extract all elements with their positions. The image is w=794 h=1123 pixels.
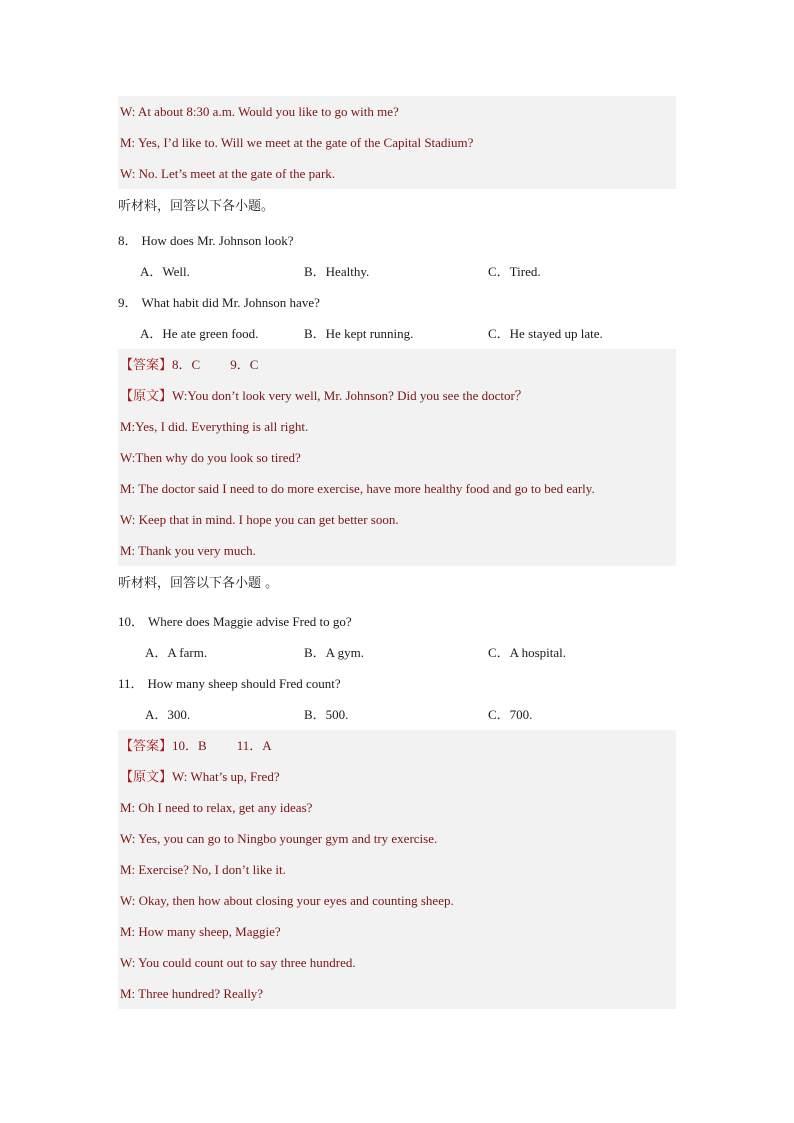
transcript-line: W: Okay, then how about closing your eyes and counting sheep. — [118, 885, 676, 916]
transcript-line: W: You could count out to say three hundred. — [118, 947, 676, 978]
dialogue-line: W: At about 8:30 a.m. Would you like to go with me? — [118, 96, 676, 127]
transcript-line: M: Thank you very much. — [118, 535, 676, 566]
answer-line — [118, 730, 676, 761]
question-10-options — [118, 637, 676, 668]
question-number: 8． — [118, 233, 138, 248]
option-a: A．He ate green food. — [140, 326, 259, 341]
question-9-options — [118, 318, 676, 349]
dialogue-line: M: Yes, I’d like to. Will we meet at the gate of the Capital Stadium? — [118, 127, 676, 158]
transcript-line — [118, 380, 676, 411]
answer-label: 【答案】 — [120, 357, 173, 372]
option-a: A．A farm. — [145, 645, 208, 660]
question-10 — [118, 606, 676, 637]
question-text: Where does Maggie advise Fred to go? — [148, 614, 352, 629]
question-number: 9． — [118, 295, 138, 310]
question-text: How many sheep should Fred count? — [147, 676, 341, 691]
question-9 — [118, 287, 676, 318]
transcript-text: W: What’s up, Fred? — [172, 769, 280, 784]
option-b: B．500. — [304, 707, 349, 722]
option-c: C．700. — [488, 707, 533, 722]
question-number: 10． — [118, 614, 145, 629]
transcript-line: W:Then why do you look so tired? — [118, 442, 676, 473]
document-page — [118, 96, 676, 1009]
transcript-line: M: Three hundred? Really? — [118, 978, 676, 1009]
option-b: B．A gym. — [304, 645, 364, 660]
option-b: B．He kept running. — [304, 326, 414, 341]
transcript-label: 【原文】 — [120, 388, 173, 403]
question-8-options — [118, 256, 676, 287]
answer-value: 11．A — [236, 738, 272, 753]
answer-value: 8．C — [172, 357, 201, 372]
option-c: C．He stayed up late. — [488, 326, 603, 341]
answer-line — [118, 349, 676, 380]
answer-label: 【答案】 — [120, 738, 173, 753]
question-8 — [118, 225, 676, 256]
question-11-options — [118, 699, 676, 730]
option-b: B．Healthy. — [304, 264, 370, 279]
transcript-label: 【原文】 — [120, 769, 173, 784]
transcript-line: M: How many sheep, Maggie? — [118, 916, 676, 947]
question-11 — [118, 668, 676, 699]
dialogue-line: W: No. Let’s meet at the gate of the park. — [118, 158, 676, 189]
transcript-line: M: The doctor said I need to do more exercise, have more healthy food and go to bed early. — [118, 473, 676, 504]
transcript-line: W: Keep that in mind. I hope you can get better soon. — [118, 504, 676, 535]
question-number: 11． — [118, 676, 144, 691]
option-a: A．Well. — [140, 264, 190, 279]
option-c: C．Tired. — [488, 264, 541, 279]
question-text: What habit did Mr. Johnson have? — [141, 295, 320, 310]
option-a: A．300. — [145, 707, 191, 722]
transcript-text: W:You don’t look very well, Mr. Johnson? Did you see the doctor？ — [172, 388, 528, 403]
transcript-line: M: Oh I need to relax, get any ideas? — [118, 792, 676, 823]
answer-value: 10．B — [172, 738, 207, 753]
option-c: C．A hospital. — [488, 645, 567, 660]
transcript-line: M: Exercise? No, I don’t like it. — [118, 854, 676, 885]
transcript-line: W: Yes, you can go to Ningbo younger gym and try exercise. — [118, 823, 676, 854]
section-instruction: 听材料，回答以下各小题。 — [118, 199, 275, 214]
section-instruction: 听材料，回答以下各小题 。 — [118, 576, 279, 591]
transcript-line — [118, 761, 676, 792]
question-text: How does Mr. Johnson look? — [141, 233, 294, 248]
transcript-line: M:Yes, I did. Everything is all right. — [118, 411, 676, 442]
answer-value: 9．C — [230, 357, 259, 372]
